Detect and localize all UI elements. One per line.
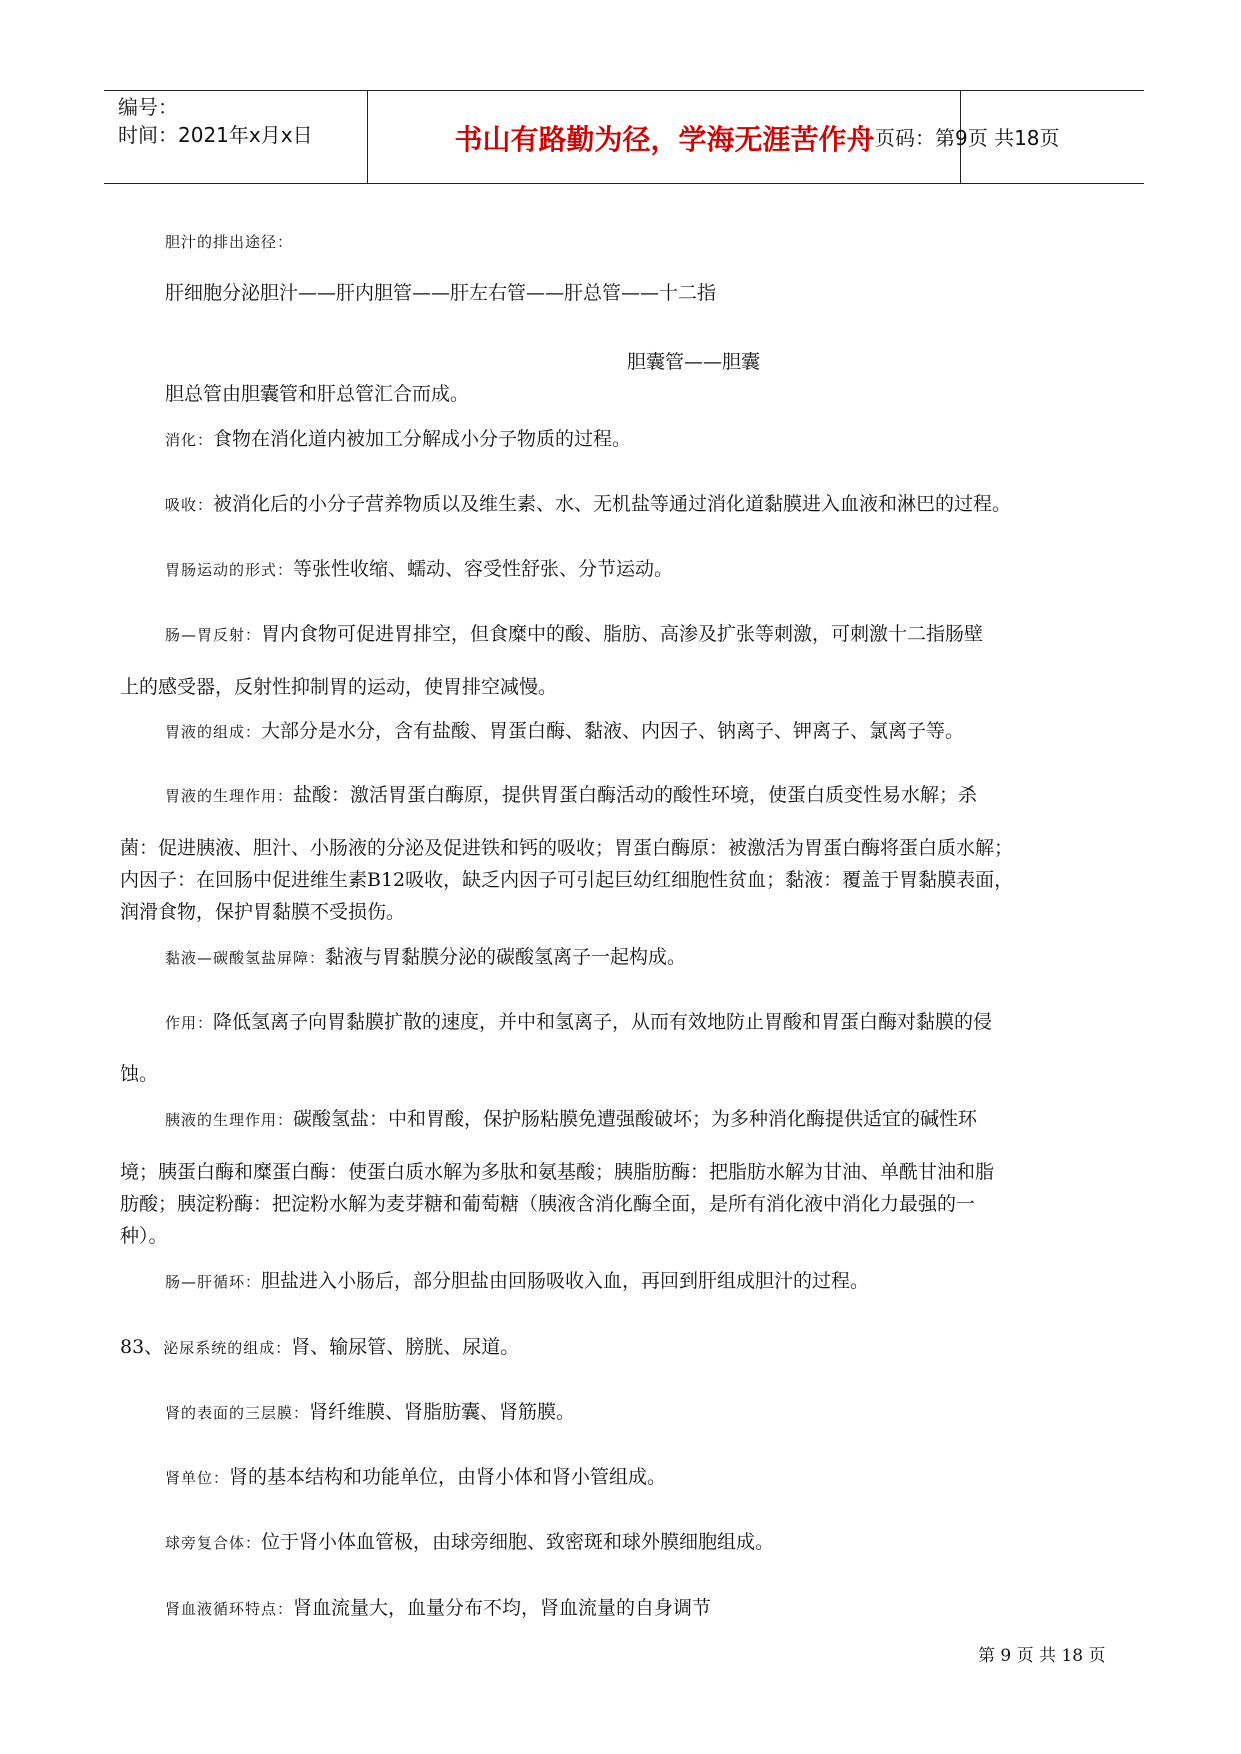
paragraph xyxy=(165,780,977,807)
paragraph xyxy=(165,1007,992,1034)
term-label: 胃液的组成： xyxy=(165,723,262,741)
paragraph-continuation: 蚀。 xyxy=(120,1063,159,1085)
header-motto: 书山有路勤为径，学海无涯苦作舟 xyxy=(454,123,875,156)
term-label: 胰液的生理作用： xyxy=(165,1111,294,1129)
paragraph xyxy=(165,1593,711,1620)
paragraph-text: 胃内食物可促进胃排空，但食糜中的酸、脂肪、高渗及扩张等刺激，可刺激十二指肠壁 xyxy=(261,623,984,645)
paragraph-text: 盐酸：激活胃蛋白酶原，提供胃蛋白酶活动的酸性环境，使蛋白质变性易水解；杀 xyxy=(293,784,978,806)
paragraph-text: 胆盐进入小肠后，部分胆盐由回肠吸收入血，再回到肝组成胆汁的过程。 xyxy=(261,1270,870,1292)
term-label: 胃液的生理作用： xyxy=(165,787,294,805)
paragraph-text: 肾纤维膜、肾脂肪囊、肾筋膜。 xyxy=(309,1401,576,1423)
header-page-number: 页码：第9页 共18页 xyxy=(875,126,1060,150)
paragraph: 胆囊管——胆囊 xyxy=(627,351,761,373)
page-header xyxy=(104,90,1144,184)
paragraph-continuation: 肪酸；胰淀粉酶：把淀粉水解为麦芽糖和葡萄糖（胰液含消化酶全面，是所有消化液中消化力最强的一 xyxy=(120,1193,976,1215)
paragraph-text: 被消化后的小分子营养物质以及维生素、水、无机盐等通过消化道黏膜进入血液和淋巴的过程。 xyxy=(213,493,1012,515)
document-time: 时间：2021年x月x日 xyxy=(118,123,313,147)
paragraph xyxy=(165,489,1011,516)
term-label: 肠—肝循环： xyxy=(165,1273,262,1291)
paragraph-text: 降低氢离子向胃黏膜扩散的速度，并中和氢离子，从而有效地防止胃酸和胃蛋白酶对黏膜的侵 xyxy=(213,1011,993,1033)
paragraph-text: 肾血流量大，血量分布不均，肾血流量的自身调节 xyxy=(293,1597,712,1619)
paragraph-continuation: 上的感受器，反射性抑制胃的运动，使胃排空减慢。 xyxy=(120,676,558,698)
term-label: 泌尿系统的组成： xyxy=(163,1339,292,1357)
paragraph-text: 位于肾小体血管极，由球旁细胞、致密斑和球外膜细胞组成。 xyxy=(261,1531,775,1553)
paragraph xyxy=(165,1266,869,1293)
term-label: 胃肠运动的形式： xyxy=(165,561,294,579)
paragraph xyxy=(165,1527,774,1554)
header-divider xyxy=(367,91,368,183)
section-number: 83、 xyxy=(120,1336,164,1358)
paragraph-text: 食物在消化道内被加工分解成小分子物质的过程。 xyxy=(213,428,632,450)
paragraph xyxy=(165,1462,666,1489)
paragraph: 胆总管由胆囊管和肝总管汇合而成。 xyxy=(165,383,470,405)
paragraph-continuation: 境；胰蛋白酶和糜蛋白酶：使蛋白质水解为多肽和氨基酸；胰脂肪酶：把脂肪水解为甘油、单酰甘油和脂 xyxy=(120,1161,995,1183)
header-meta xyxy=(118,93,313,149)
term-label: 肠—胃反射： xyxy=(165,626,262,644)
paragraph-text: 黏液与胃黏膜分泌的碳酸氢离子一起构成。 xyxy=(325,946,687,968)
paragraph xyxy=(165,424,631,451)
paragraph-text: 肾的基本结构和功能单位，由肾小体和肾小管组成。 xyxy=(229,1466,667,1488)
paragraph-continuation: 内因子：在回肠中促进维生素B12吸收，缺乏内因子可引起巨幼红细胞性贫血；黏液：覆盖于胃黏膜表面， xyxy=(120,869,1014,891)
paragraph xyxy=(165,619,983,646)
paragraph xyxy=(165,554,673,581)
paragraph-continuation: 菌：促进胰液、胆汁、小肠液的分泌及促进铁和钙的吸收；胃蛋白酶原：被激活为胃蛋白酶将蛋白质水解； xyxy=(120,837,1014,859)
term-label: 肾单位： xyxy=(165,1469,230,1487)
paragraph-text: 肾、输尿管、膀胱、尿道。 xyxy=(291,1336,520,1358)
page-footer: 第 9 页 共 18 页 xyxy=(978,1646,1106,1666)
document-number: 编号： xyxy=(118,95,178,119)
section-heading xyxy=(120,1332,519,1359)
paragraph: 肝细胞分泌胆汁——肝内胆管——肝左右管——肝总管——十二指 xyxy=(165,282,717,304)
term-label: 肾的表面的三层膜： xyxy=(165,1404,310,1422)
term-label: 消化： xyxy=(165,431,214,449)
paragraph-text: 大部分是水分，含有盐酸、胃蛋白酶、黏液、内因子、钠离子、钾离子、氯离子等。 xyxy=(261,720,965,742)
term-label: 肾血液循环特点： xyxy=(165,1600,294,1618)
paragraph xyxy=(165,1104,977,1131)
paragraph-continuation: 种）。 xyxy=(120,1225,168,1247)
term-label: 胆汁的排出途径： xyxy=(165,233,294,251)
paragraph-text: 等张性收缩、蠕动、容受性舒张、分节运动。 xyxy=(293,558,674,580)
paragraph xyxy=(165,716,964,743)
paragraph xyxy=(165,942,686,969)
paragraph xyxy=(165,230,293,252)
paragraph xyxy=(165,1397,575,1424)
term-label: 黏液—碳酸氢盐屏障： xyxy=(165,949,326,967)
term-label: 吸收： xyxy=(165,496,214,514)
term-label: 球旁复合体： xyxy=(165,1534,262,1552)
term-label: 作用： xyxy=(165,1014,214,1032)
paragraph-text: 碳酸氢盐：中和胃酸，保护肠粘膜免遭强酸破坏；为多种消化酶提供适宜的碱性环 xyxy=(293,1108,978,1130)
paragraph-continuation: 润滑食物，保护胃黏膜不受损伤。 xyxy=(120,901,406,923)
